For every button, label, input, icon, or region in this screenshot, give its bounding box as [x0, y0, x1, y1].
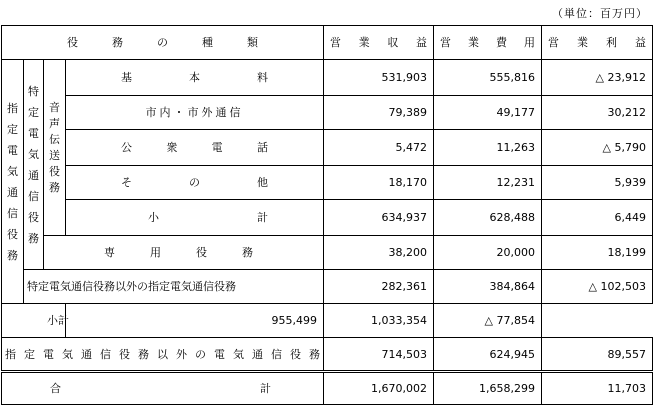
label-char: 電 [211, 141, 223, 154]
unit-note: （単位：百万円） [552, 7, 648, 20]
revenue-cell: 714,503 [324, 338, 434, 372]
table-row [2, 60, 653, 96]
label-char: 話 [256, 141, 268, 154]
label-char: 務 [28, 231, 39, 245]
table-row [2, 236, 653, 270]
label-char: 以 [157, 347, 168, 361]
label-char: 信 [100, 347, 111, 361]
label-char: 益 [415, 36, 427, 49]
header-expense [434, 26, 542, 60]
label-char: 通 [7, 185, 18, 199]
label-char: 計 [260, 382, 271, 395]
row-label [2, 304, 69, 338]
label-char: 市内・市外通信 [145, 106, 244, 119]
label-char: 業 [468, 36, 479, 49]
row-label [66, 200, 324, 236]
revenue-cell: 5,472 [324, 130, 434, 166]
label-char: 役 [67, 36, 78, 49]
label-char: 信 [271, 347, 282, 361]
revenue-cell: 18,170 [324, 166, 434, 200]
label-char: の [189, 176, 200, 189]
revenue-cell: 38,200 [324, 236, 434, 270]
label-char: 用 [524, 36, 535, 49]
label-char: 種 [202, 36, 213, 49]
label-char: 役 [28, 210, 39, 224]
label-char: 務 [138, 347, 149, 361]
label-char: 電 [214, 347, 225, 361]
row-label [24, 270, 324, 304]
revenue-cell: 79,389 [324, 96, 434, 130]
expense-cell: 555,816 [434, 60, 542, 96]
label-char: 務 [242, 246, 253, 259]
revenue-cell: 634,937 [324, 200, 434, 236]
label-char: 電 [43, 347, 54, 361]
label-char: 声 [49, 116, 60, 130]
label-char: 業 [358, 36, 370, 49]
label-char: 費 [496, 36, 507, 49]
label-char: 利 [606, 36, 617, 49]
label-char: 営 [440, 36, 451, 49]
total-row [2, 372, 653, 405]
table-row [2, 200, 653, 236]
row-label [2, 372, 324, 405]
header-row [2, 26, 653, 60]
table-row [2, 96, 653, 130]
row-label [66, 130, 324, 166]
label-char: の [195, 347, 206, 361]
label-char: 小 [47, 314, 58, 327]
header-profit [542, 26, 653, 60]
label-char: 信 [7, 206, 18, 220]
label-char: 他 [257, 176, 268, 189]
label-char: 気 [233, 347, 244, 361]
profit-cell: 5,939 [542, 166, 653, 200]
label-char: 指 [7, 101, 18, 115]
label-char: 基 [121, 71, 132, 84]
label-char: 本 [189, 71, 200, 84]
table-row [2, 166, 653, 200]
label-char: 務 [49, 180, 60, 194]
label-char: 気 [7, 164, 18, 178]
label-char: 専 [104, 246, 115, 259]
label-char: 信 [28, 189, 39, 203]
label-char: 通 [28, 168, 39, 182]
row-label [44, 236, 324, 270]
profit-cell: 18,199 [542, 236, 653, 270]
label-char: 役 [49, 164, 60, 178]
table-row [2, 270, 653, 304]
row-label [66, 96, 324, 130]
table-row [2, 130, 653, 166]
revenue-cell: 1,670,002 [324, 372, 434, 405]
profit-cell: 11,703 [542, 372, 653, 405]
label-char: 電 [7, 143, 18, 157]
label-char: 定 [24, 347, 35, 361]
label-char: 役 [7, 227, 18, 241]
label-char: 務 [112, 36, 123, 49]
label-char: 営 [330, 36, 341, 49]
label-char: 通 [252, 347, 263, 361]
table-row [2, 304, 653, 338]
row-label [66, 60, 324, 96]
label-char: 業 [577, 36, 588, 49]
label-char: 務 [7, 248, 18, 262]
expense-cell: 384,864 [434, 270, 542, 304]
expense-cell: 628,488 [434, 200, 542, 236]
expense-cell: 624,945 [434, 338, 542, 372]
profit-cell: △ 23,912 [542, 60, 653, 96]
specified-service-label [24, 60, 44, 270]
label-char: 料 [257, 71, 268, 84]
expense-cell: 1,033,354 [324, 304, 434, 338]
label-char: 特 [28, 84, 39, 98]
label-char: 衆 [166, 141, 178, 154]
label-char: 送 [49, 148, 60, 162]
label-char: 計 [58, 314, 69, 327]
expense-cell: 11,263 [434, 130, 542, 166]
label-char: 役 [290, 347, 301, 361]
label-char: 公 [121, 141, 132, 154]
voice-service-label [44, 60, 66, 236]
row-label [66, 166, 324, 200]
label-char: 役 [119, 347, 130, 361]
profit-cell: 89,557 [542, 338, 653, 372]
expense-cell: 49,177 [434, 96, 542, 130]
profit-cell: 6,449 [542, 200, 653, 236]
label-char: 通 [81, 347, 92, 361]
revenue-cell: 282,361 [324, 270, 434, 304]
label-char: 収 [387, 36, 399, 49]
designated-service-label [2, 60, 24, 304]
label-char: 音 [49, 100, 60, 114]
label-char: 用 [150, 246, 161, 259]
label-char: 小 [148, 211, 159, 224]
label-char: 益 [635, 36, 646, 49]
header-revenue [324, 26, 434, 60]
expense-cell: 20,000 [434, 236, 542, 270]
expense-cell: 1,658,299 [434, 372, 542, 405]
table-row [2, 338, 653, 372]
label-char: 合 [50, 382, 61, 395]
revenue-cell: 955,499 [66, 304, 324, 338]
label-char: 特定電気通信役務以外の指定電気通信役務 [27, 280, 236, 293]
label-char: 気 [28, 147, 39, 161]
profit-cell: △ 77,854 [434, 304, 542, 338]
header-category [2, 26, 324, 60]
operating-results-table [1, 25, 653, 405]
profit-cell: 30,212 [542, 96, 653, 130]
profit-cell: △ 102,503 [542, 270, 653, 304]
label-char: 気 [62, 347, 73, 361]
revenue-cell: 531,903 [324, 60, 434, 96]
expense-cell: 12,231 [434, 166, 542, 200]
label-char: 電 [28, 126, 39, 140]
profit-cell: △ 5,790 [542, 130, 653, 166]
label-char: の [157, 36, 168, 49]
label-char: 営 [548, 36, 559, 49]
label-char: 計 [257, 211, 268, 224]
label-char: 類 [247, 36, 258, 49]
label-char: 定 [28, 105, 39, 119]
row-label [2, 338, 324, 372]
label-char: 定 [7, 122, 18, 136]
label-char: 外 [176, 347, 187, 361]
label-char: 指 [5, 347, 16, 361]
label-char: 務 [309, 347, 320, 361]
label-char: 役 [196, 246, 207, 259]
label-char: 伝 [49, 132, 60, 146]
label-char: そ [121, 176, 132, 189]
